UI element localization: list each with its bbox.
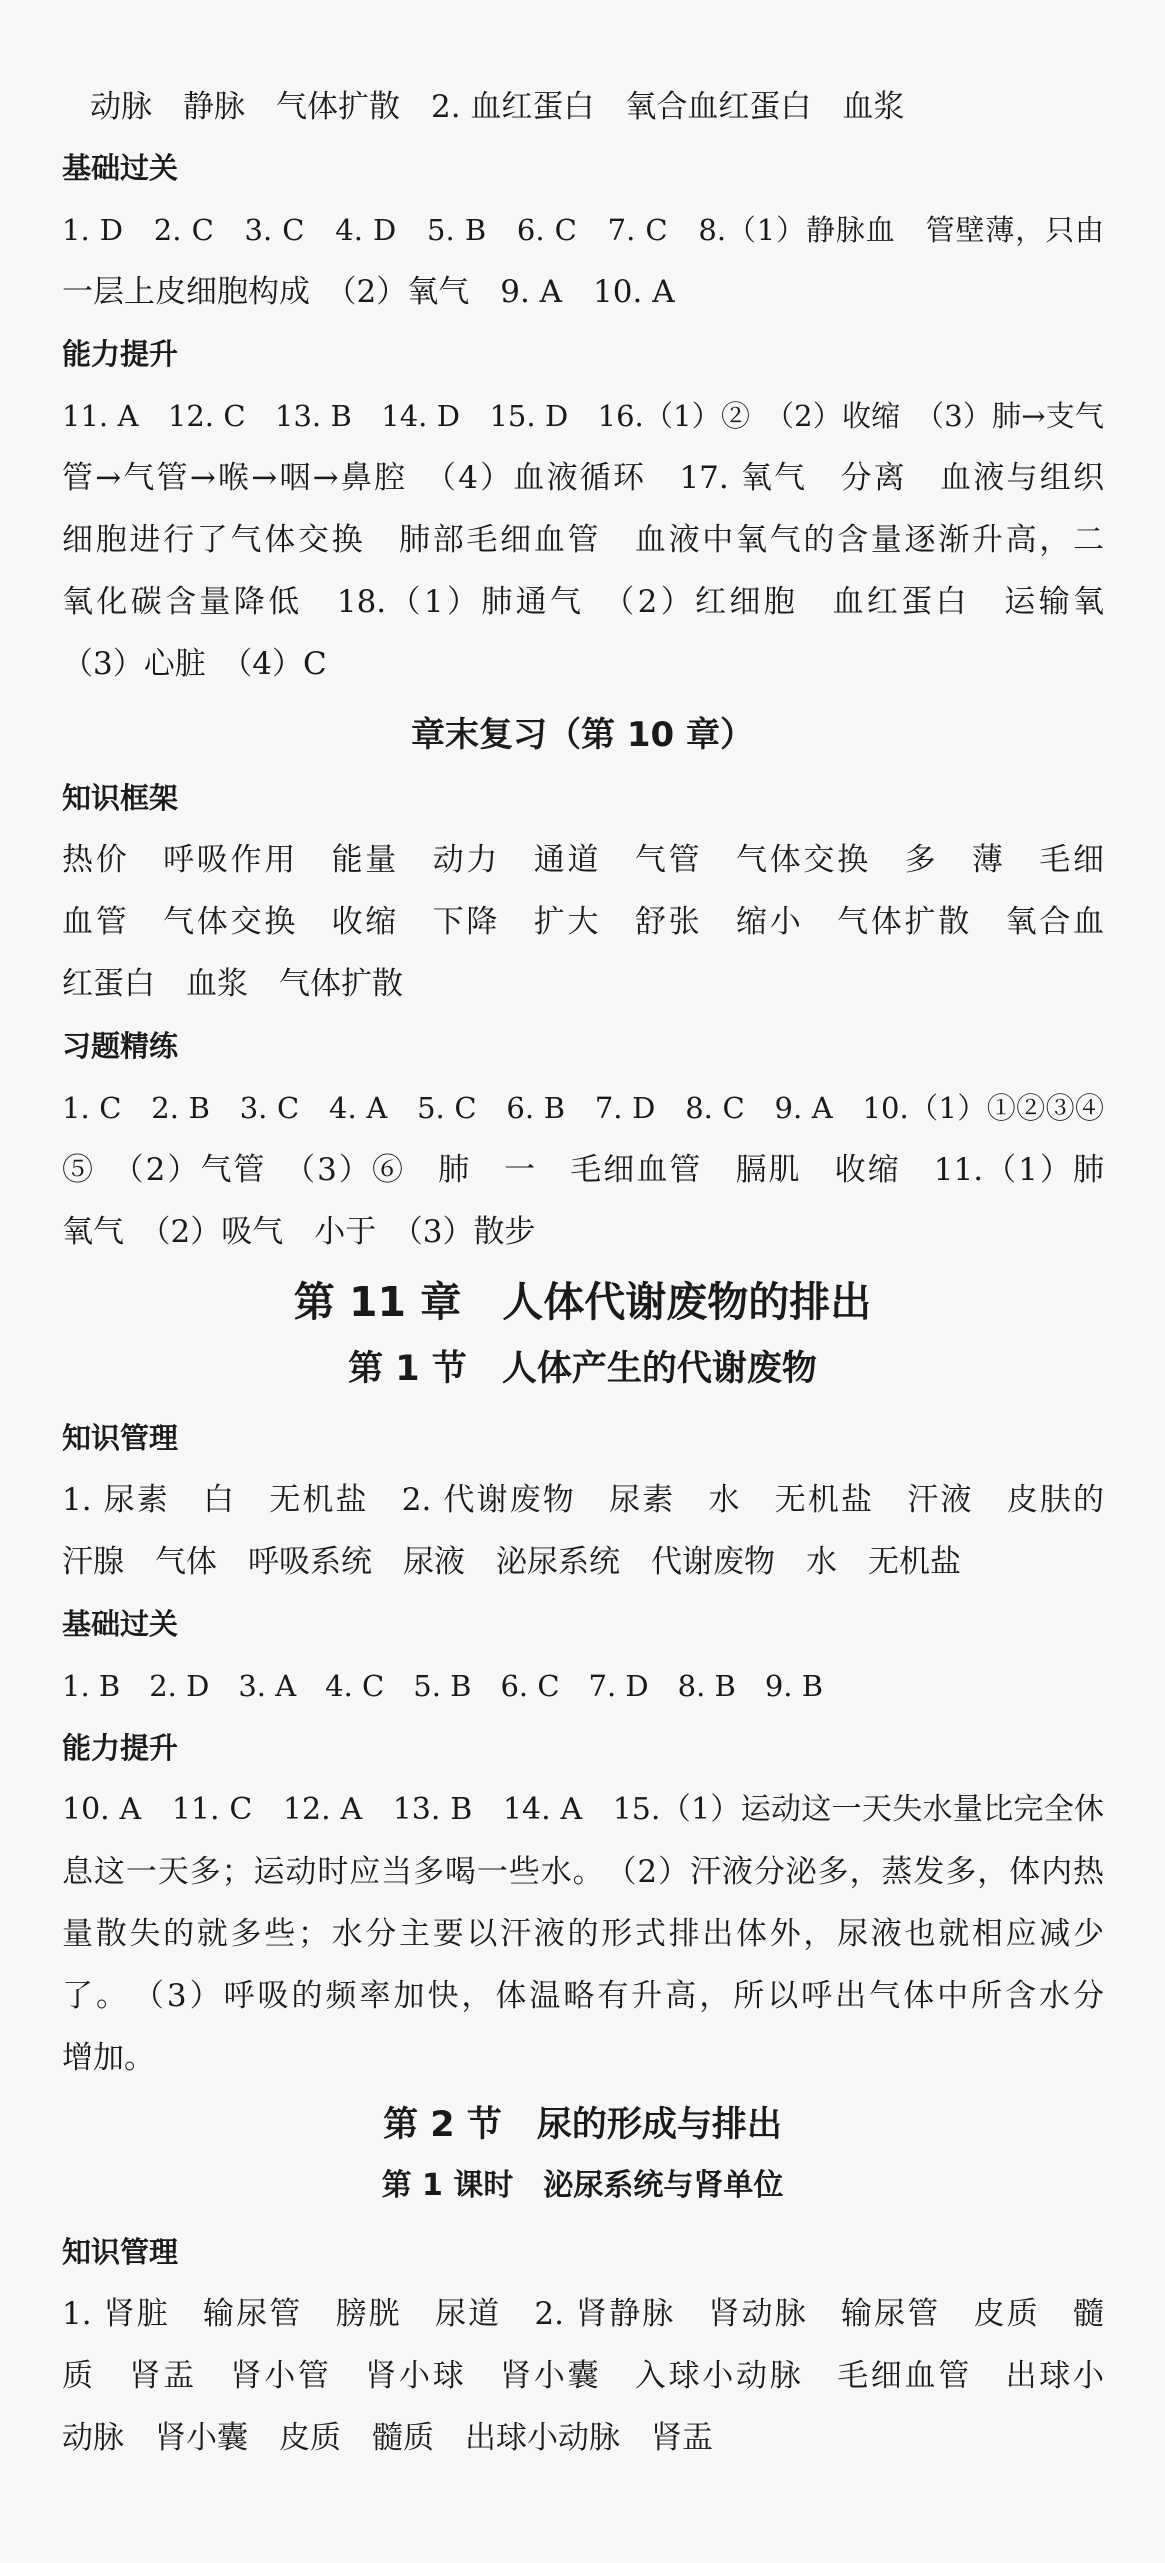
section-heading: 能力提升 xyxy=(62,337,179,371)
text-line: 氧化碳含量降低 18.（1）肺通气 （2）红细胞 血红蛋白 运输氧 xyxy=(62,584,1104,620)
section-heading: 基础过关 xyxy=(62,151,179,185)
review-title: 章末复习（第 10 章） xyxy=(411,715,754,755)
section-heading: 能力提升 xyxy=(62,1731,179,1765)
text-line: 红蛋白 血浆 气体扩散 xyxy=(62,966,403,1002)
text-line: 细胞进行了气体交换 肺部毛细血管 血液中氧气的含量逐渐升高，二 xyxy=(62,522,1104,558)
chapter-title: 第 11 章 人体代谢废物的排出 xyxy=(293,1278,872,1326)
text-line: 量散失的就多些；水分主要以汗液的形式排出体外，尿液也就相应减少 xyxy=(62,1916,1104,1952)
text-line: 增加。 xyxy=(62,2040,155,2076)
text-line: 热价 呼吸作用 能量 动力 通道 气管 气体交换 多 薄 毛细 xyxy=(62,842,1104,878)
text-line: 一层上皮细胞构成 （2）氧气 9. A 10. A xyxy=(62,274,675,310)
lesson-title: 第 1 课时 泌尿系统与肾单位 xyxy=(381,2168,784,2203)
text-line: 1. 尿素 白 无机盐 2. 代谢废物 尿素 水 无机盐 汗液 皮肤的 xyxy=(62,1482,1104,1518)
text-line: 动脉 肾小囊 皮质 髓质 出球小动脉 肾盂 xyxy=(62,2420,713,2456)
text-line: 汗腺 气体 呼吸系统 尿液 泌尿系统 代谢废物 水 无机盐 xyxy=(62,1544,961,1580)
section-heading: 习题精练 xyxy=(62,1029,179,1063)
section-title: 第 2 节 尿的形成与排出 xyxy=(383,2105,782,2145)
text-line: 11. A 12. C 13. B 14. D 15. D 16.（1）② （2）收缩 （3）肺→支气 xyxy=(62,399,1104,433)
section-heading: 知识框架 xyxy=(62,781,179,815)
text-line: 质 肾盂 肾小管 肾小球 肾小囊 入球小动脉 毛细血管 出球小 xyxy=(62,2358,1104,2394)
text-line: 血管 气体交换 收缩 下降 扩大 舒张 缩小 气体扩散 氧合血 xyxy=(62,904,1104,940)
text-line: 氧气 （2）吸气 小于 （3）散步 xyxy=(62,1214,536,1250)
text-line: 了。 （3）呼吸的频率加快，体温略有升高，所以呼出气体中所含水分 xyxy=(62,1978,1104,2014)
text-line: 1. B 2. D 3. A 4. C 5. B 6. C 7. D 8. B 9. B xyxy=(62,1669,824,1703)
section-heading: 基础过关 xyxy=(62,1607,179,1641)
text-line: 管→气管→喉→咽→鼻腔 （4）血液循环 17. 氧气 分离 血液与组织 xyxy=(62,460,1104,496)
text-line: 动脉 静脉 气体扩散 2. 血红蛋白 氧合血红蛋白 血浆 xyxy=(90,89,905,125)
text-line: （3）心脏 （4）C xyxy=(62,646,327,682)
section-heading: 知识管理 xyxy=(62,2235,179,2269)
text-line: 1. 肾脏 输尿管 膀胱 尿道 2. 肾静脉 肾动脉 输尿管 皮质 髓 xyxy=(62,2296,1104,2332)
text-line: 1. C 2. B 3. C 4. A 5. C 6. B 7. D 8. C 9. A 10.（1）①②③④ xyxy=(62,1091,1104,1125)
text-line: 1. D 2. C 3. C 4. D 5. B 6. C 7. C 8.（1）静脉血 管壁薄，只由 xyxy=(62,213,1104,247)
text-line: 息这一天多；运动时应当多喝一些水。 （2）汗液分泌多，蒸发多，体内热 xyxy=(62,1854,1104,1890)
text-line: 10. A 11. C 12. A 13. B 14. A 15.（1）运动这一天失水量比完全休 xyxy=(62,1792,1104,1827)
section-heading: 知识管理 xyxy=(62,1421,179,1455)
text-line: ⑤ （2）气管 （3）⑥ 肺 一 毛细血管 膈肌 收缩 11.（1）肺 xyxy=(62,1152,1104,1188)
section-title: 第 1 节 人体产生的代谢废物 xyxy=(348,1349,817,1389)
